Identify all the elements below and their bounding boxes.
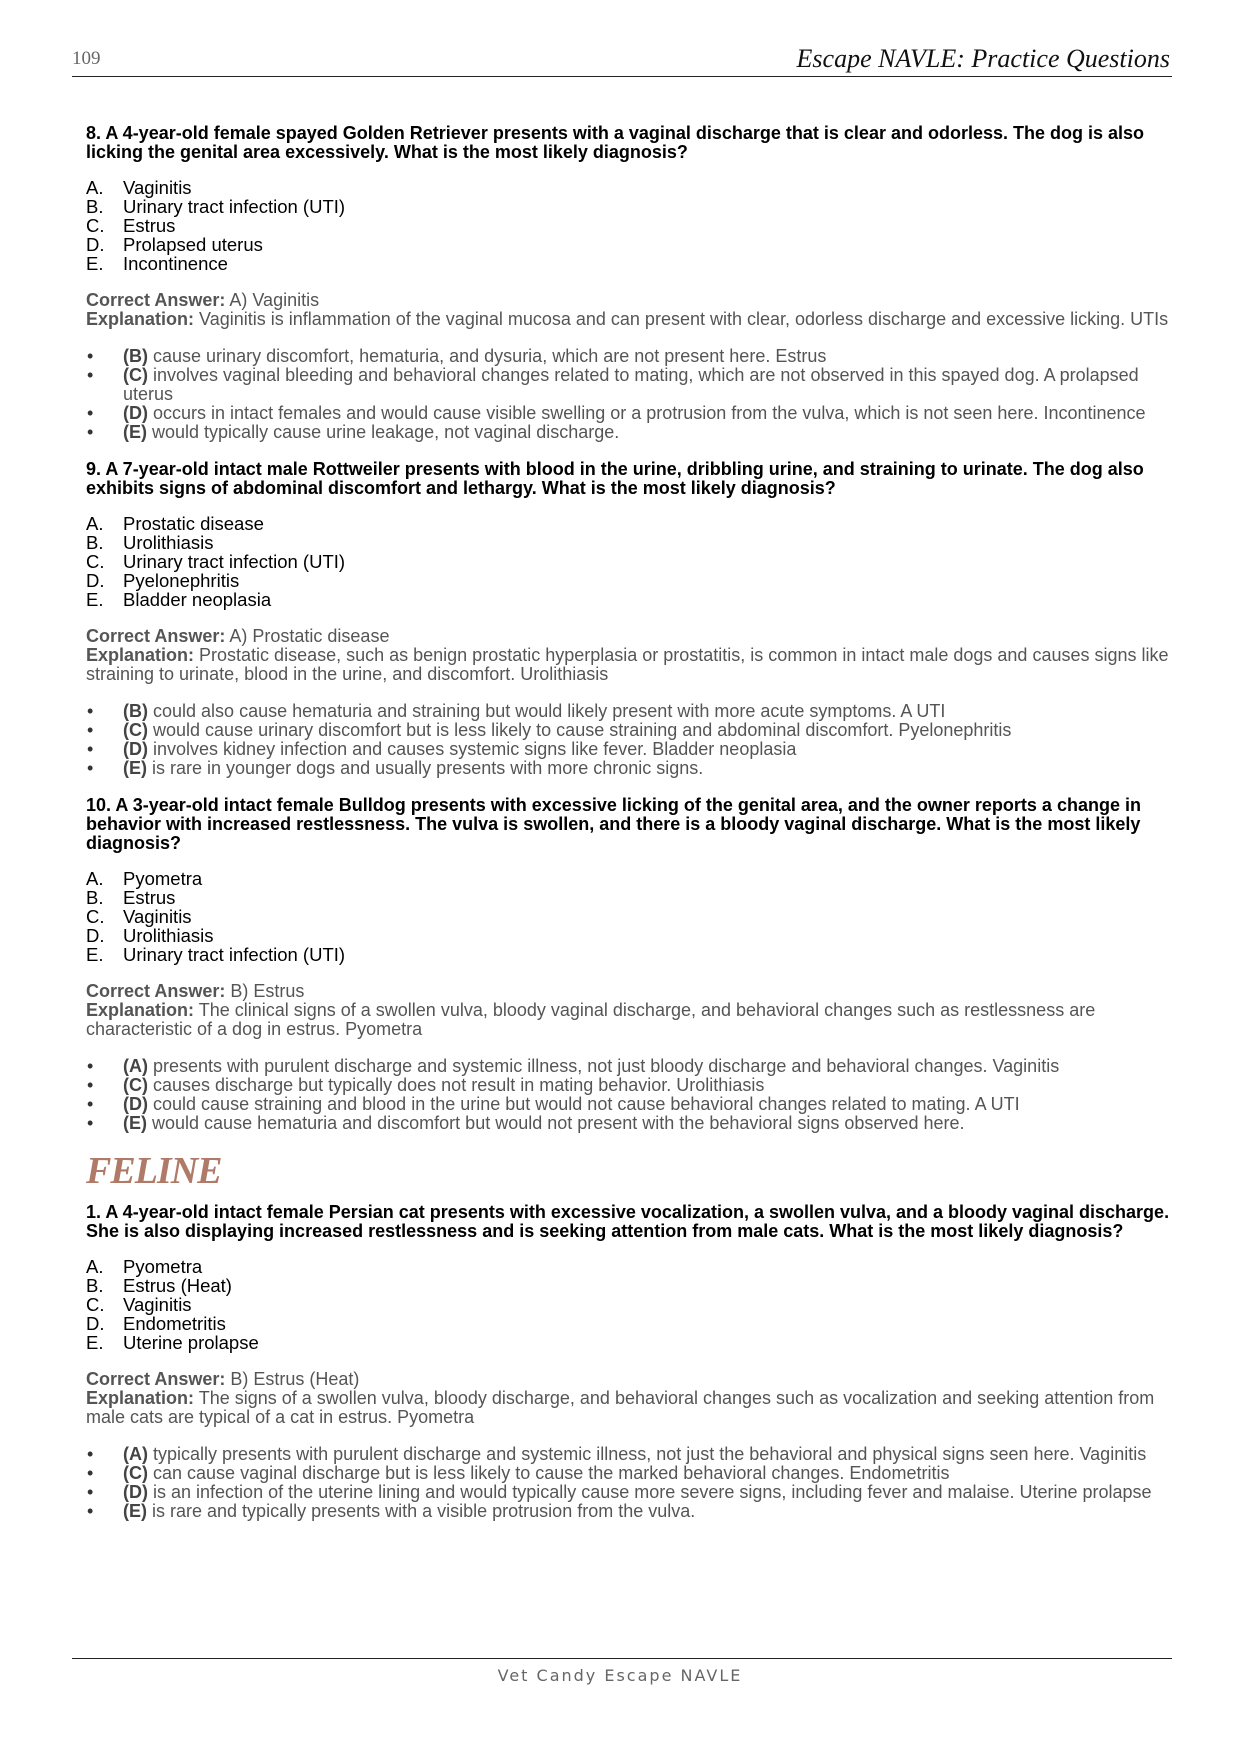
option-item: D. Urolithiasis — [86, 925, 214, 946]
option-item: D. Endometritis — [86, 1313, 226, 1334]
bullet-item: • (B) could also cause hematuria and straining but would likely present with more acute symptoms. A UTI — [86, 702, 1171, 721]
option-item: A. Pyometra — [86, 868, 203, 889]
explanation: Explanation: The clinical signs of a swollen vulva, bloody vaginal discharge, and behavioral changes such as restlessness are characteristic of a dog in estrus. Pyometra — [86, 1000, 1096, 1039]
bullet-item: • (A) typically presents with purulent discharge and systemic illness, not just the behavioral and physical signs seen here. Vaginitis — [86, 1445, 1171, 1464]
option-item: C. Vaginitis — [86, 906, 192, 927]
option-item: E. Bladder neoplasia — [86, 589, 272, 610]
explanation-bullets — [86, 347, 1171, 442]
explanation: Explanation: Vaginitis is inflammation of the vaginal mucosa and can present with clear, odorless discharge and excessive licking. UTIs — [86, 309, 1169, 329]
question-block — [86, 1203, 1171, 1521]
bullet-item: • (D) could cause straining and blood in the urine but would not cause behavioral changes related to mating. A UTI — [86, 1095, 1171, 1114]
option-item: B. Urinary tract infection (UTI) — [86, 196, 346, 217]
header-title: Escape NAVLE: Practice Questions — [796, 44, 1170, 73]
options-list — [86, 869, 1171, 964]
bullet-item: • (D) is an infection of the uterine lining and would typically cause more severe signs, including fever and malaise. Uterine prolapse — [86, 1483, 1171, 1502]
explanation-bullets — [86, 1057, 1171, 1133]
options-list — [86, 178, 1171, 273]
bullet-item: • (E) would typically cause urine leakage, not vaginal discharge. — [86, 423, 1171, 442]
explanation-bullets — [86, 702, 1171, 778]
bullet-item: • (D) involves kidney infection and causes systemic signs like fever. Bladder neoplasia — [86, 740, 1171, 759]
option-item: C. Urinary tract infection (UTI) — [86, 551, 346, 572]
option-item: C. Vaginitis — [86, 1294, 192, 1315]
option-item: A. Vaginitis — [86, 177, 192, 198]
correct-answer: Correct Answer: A) Prostatic disease — [86, 626, 390, 646]
question-block — [86, 796, 1171, 1133]
option-item: C. Estrus — [86, 215, 176, 236]
explanation: Explanation: Prostatic disease, such as benign prostatic hyperplasia or prostatitis, is common in intact male dogs and causes signs like straining to urinate, blood in the urine, and discomfort. Urolithiasis — [86, 645, 1169, 684]
question-text: 9. A 7-year-old intact male Rottweiler presents with blood in the urine, dribbling urine, and straining to urinate. The dog also exhibits signs of abdominal discomfort and lethargy. What is the most likely diagnosis? — [86, 459, 1144, 498]
bullet-item: • (C) causes discharge but typically does not result in mating behavior. Urolithiasis — [86, 1076, 1171, 1095]
question-text: 1. A 4-year-old intact female Persian cat presents with excessive vocalization, a swollen vulva, and a bloody vaginal discharge. She is also displaying increased restlessness and is seeking attention from male cats. What is the most likely diagnosis? — [86, 1202, 1170, 1241]
footer-rule — [72, 1658, 1172, 1659]
options-list — [86, 1257, 1171, 1352]
option-item: E. Uterine prolapse — [86, 1332, 259, 1353]
question-text: 8. A 4-year-old female spayed Golden Retriever presents with a vaginal discharge that is clear and odorless. The dog is also licking the genital area excessively. What is the most likely diagnosis? — [86, 123, 1145, 162]
bullet-item: • (C) can cause vaginal discharge but is less likely to cause the marked behavioral changes. Endometritis — [86, 1464, 1171, 1483]
explanation: Explanation: The signs of a swollen vulva, bloody discharge, and behavioral changes such as vocalization and seeking attention from male cats are typical of a cat in estrus. Pyometra — [86, 1388, 1155, 1427]
correct-answer: Correct Answer: B) Estrus — [86, 981, 305, 1001]
option-item: B. Estrus (Heat) — [86, 1275, 232, 1296]
footer-text: Vet Candy Escape NAVLE — [497, 1666, 743, 1685]
options-list — [86, 514, 1171, 609]
option-item: D. Prolapsed uterus — [86, 234, 263, 255]
option-item: B. Estrus — [86, 887, 176, 908]
option-item: B. Urolithiasis — [86, 532, 214, 553]
bullet-item: • (E) is rare and typically presents with a visible protrusion from the vulva. — [86, 1502, 1171, 1521]
question-text: 10. A 3-year-old intact female Bulldog presents with excessive licking of the genital area, and the owner reports a change in behavior with increased restlessness. The vulva is swollen, and there is a bloody vaginal discharge. What is the most likely diagnosis? — [86, 795, 1141, 853]
page-header — [72, 44, 1172, 77]
bullet-item: • (E) would cause hematuria and discomfort but would not present with the behavioral signs observed here. — [86, 1114, 1171, 1133]
question-block — [86, 124, 1171, 442]
correct-answer: Correct Answer: A) Vaginitis — [86, 290, 320, 310]
option-item: A. Pyometra — [86, 1256, 203, 1277]
bullet-item: • (D) occurs in intact females and would cause visible swelling or a protrusion from the vulva, which is not seen here. Incontinence — [86, 404, 1171, 423]
explanation-bullets — [86, 1445, 1171, 1521]
page-number: 109 — [72, 48, 101, 69]
bullet-item: • (B) cause urinary discomfort, hematuria, and dysuria, which are not present here. Estrus — [86, 347, 1171, 366]
question-block — [86, 460, 1171, 778]
option-item: E. Incontinence — [86, 253, 228, 274]
option-item: E. Urinary tract infection (UTI) — [86, 944, 346, 965]
section-title: FELINE — [86, 1150, 222, 1192]
page-content — [86, 124, 1171, 1539]
option-item: A. Prostatic disease — [86, 513, 264, 534]
option-item: D. Pyelonephritis — [86, 570, 240, 591]
bullet-item: • (A) presents with purulent discharge and systemic illness, not just bloody discharge and behavioral changes. Vaginitis — [86, 1057, 1171, 1076]
bullet-item: • (E) is rare in younger dogs and usually presents with more chronic signs. — [86, 759, 1171, 778]
bullet-item: • (C) involves vaginal bleeding and behavioral changes related to mating, which are not observed in this spayed dog. A prolapsed uterus — [86, 366, 1171, 404]
correct-answer: Correct Answer: B) Estrus (Heat) — [86, 1369, 360, 1389]
bullet-item: • (C) would cause urinary discomfort but is less likely to cause straining and abdominal discomfort. Pyelonephritis — [86, 721, 1171, 740]
